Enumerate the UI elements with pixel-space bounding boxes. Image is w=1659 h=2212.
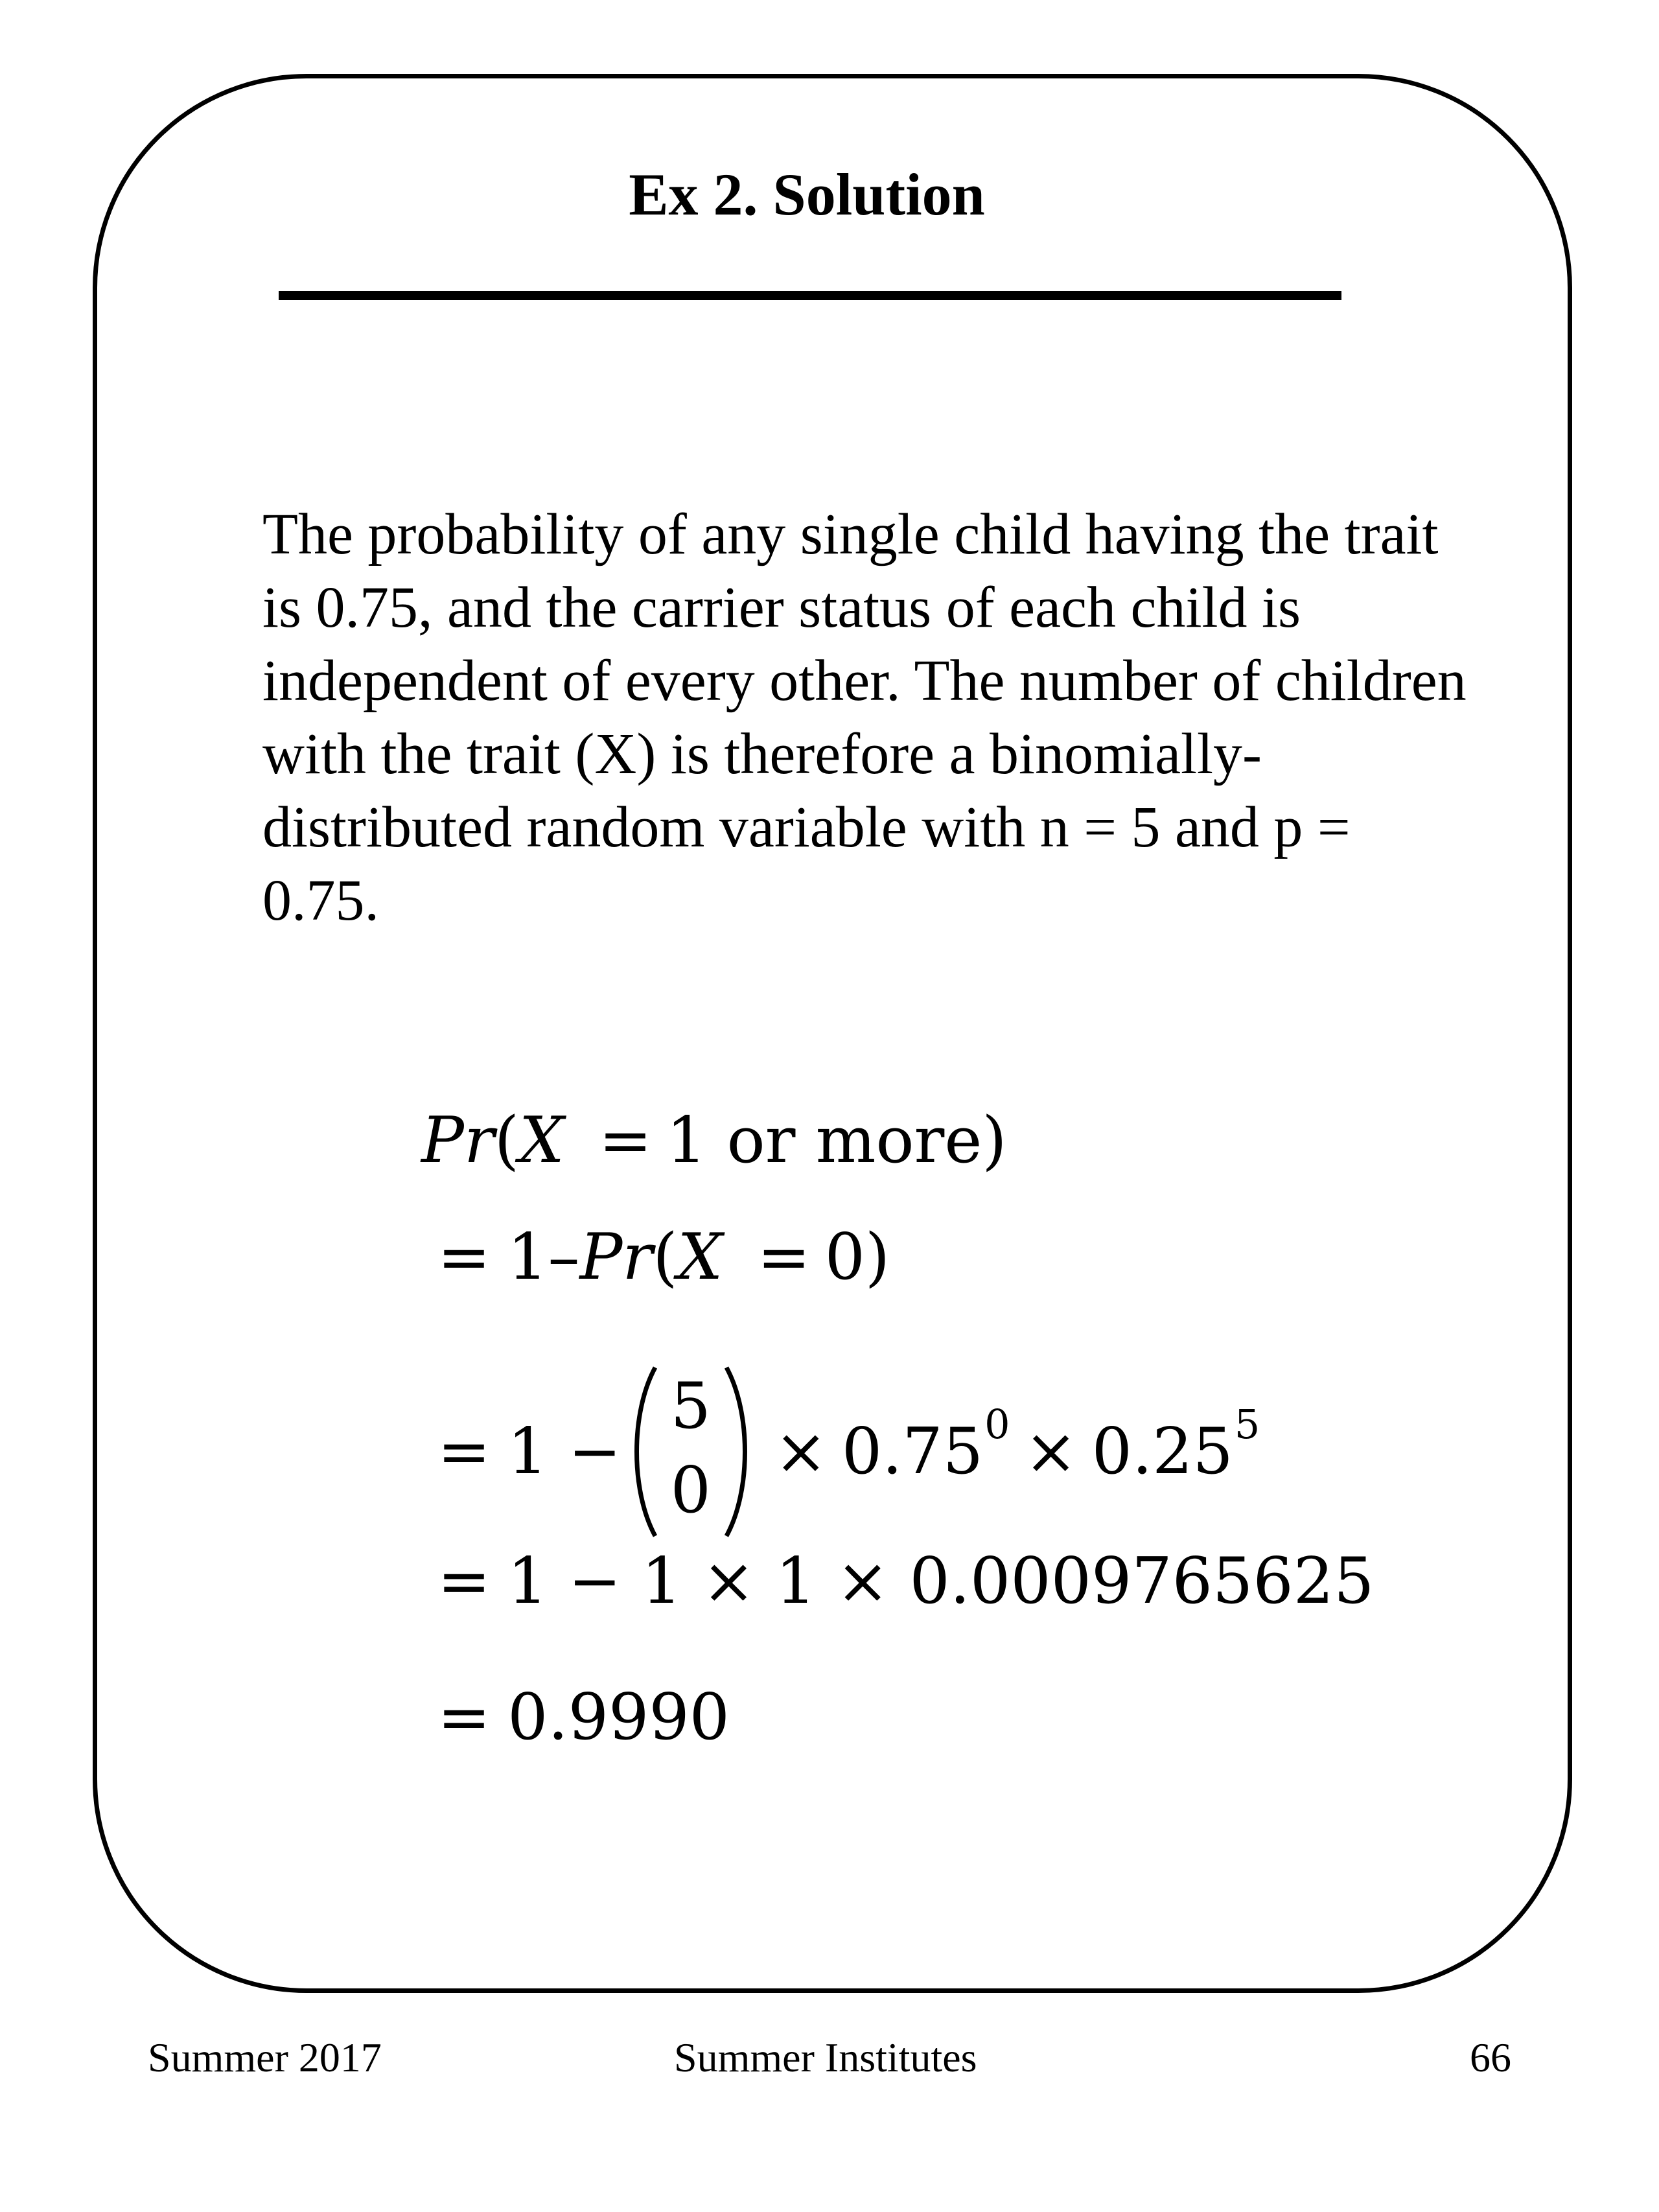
footer-institution: Summer Institutes bbox=[674, 2034, 977, 2080]
title-underline bbox=[279, 291, 1341, 300]
equals-sign: = bbox=[437, 1681, 491, 1754]
equals-sign: = bbox=[437, 1415, 491, 1489]
exponent: 0 bbox=[984, 1401, 1010, 1448]
binomial-bottom: 0 bbox=[670, 1454, 711, 1528]
variable-x: X bbox=[519, 1104, 564, 1178]
footer-page-number: 66 bbox=[1470, 2034, 1511, 2080]
math-text: 0.25 bbox=[1091, 1415, 1233, 1489]
math-text: 1 − bbox=[507, 1415, 621, 1489]
equals-sign: = bbox=[598, 1104, 653, 1178]
footer-date: Summer 2017 bbox=[148, 2034, 382, 2080]
slide-title: Ex 2. Solution bbox=[629, 161, 985, 227]
body-paragraph: The probability of any single child having the trait is 0.75, and the carrier status of each child is independent of every other. The number of children with the trait (X) is therefore a binomially-distributed random variable with n = 5 and p = 0.75. bbox=[262, 502, 1467, 933]
slide-frame bbox=[93, 74, 1572, 1993]
pr-symbol: Pr bbox=[579, 1220, 653, 1294]
exponent: 5 bbox=[1234, 1401, 1260, 1448]
math-text: 1– bbox=[507, 1220, 580, 1294]
math-text: 0.75 bbox=[841, 1415, 984, 1489]
math-line-4 bbox=[437, 1543, 1374, 1620]
open-paren: ( bbox=[653, 1220, 678, 1294]
math-line-3 bbox=[437, 1361, 1260, 1543]
math-result: 0.9990 bbox=[507, 1681, 730, 1754]
math-line-2 bbox=[437, 1218, 890, 1296]
equals-sign: = bbox=[757, 1220, 811, 1294]
variable-x: X bbox=[677, 1220, 723, 1294]
times-sign: × bbox=[1024, 1415, 1078, 1489]
binomial-coefficient bbox=[629, 1361, 752, 1543]
binomial-top: 5 bbox=[670, 1369, 711, 1443]
math-line-5 bbox=[437, 1679, 730, 1756]
open-paren: ( bbox=[494, 1104, 520, 1178]
equals-sign: = bbox=[437, 1544, 491, 1618]
times-sign: × bbox=[774, 1415, 828, 1489]
math-text: 1 − 1 × 1 × 0.0009765625 bbox=[507, 1544, 1375, 1618]
math-text: 0) bbox=[824, 1220, 890, 1294]
math-line-1 bbox=[421, 1102, 1007, 1180]
math-text: 1 or more) bbox=[666, 1104, 1007, 1178]
pr-symbol: Pr bbox=[421, 1104, 494, 1178]
equals-sign: = bbox=[437, 1220, 491, 1294]
